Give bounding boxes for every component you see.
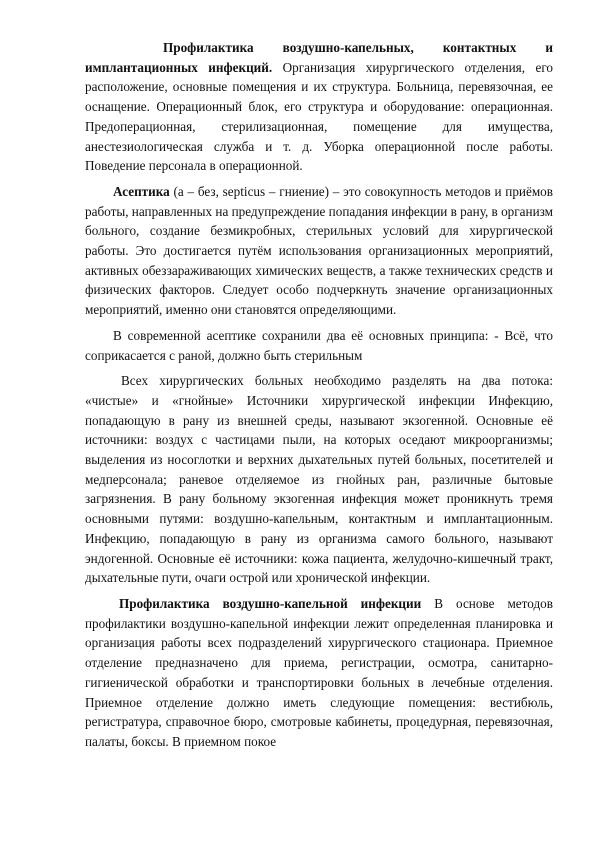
paragraph-heading: Профилактика воздушно-капельной инфекции xyxy=(119,595,422,611)
paragraph-heading: Профилактика воздушно-капельных, контактных и имплантационных инфекций. xyxy=(85,40,553,75)
paragraph-infection-sources xyxy=(85,371,553,588)
paragraph-text: (а – без, septicus – гниение) – это совокупность методов и приёмов работы, направленных на предупреждение попадания инфекции в рану, в организм больного, создание безмикробных, стерильных условий для хирургической работы. Это достигается путём использования организационных мероприятий, активных обеззараживающих химических веществ, а также технических средств и физических факторов. Следует особо подчеркнуть значение организационных мероприятий, именно они становятся определяющими. xyxy=(85,183,554,318)
paragraph-heading: Асептика xyxy=(113,183,170,199)
paragraph-prevention-intro xyxy=(85,38,553,176)
paragraph-airborne-prevention xyxy=(85,594,553,752)
paragraph-asepsis xyxy=(85,182,553,320)
paragraph-text: Всех хирургических больных необходимо разделять на два потока: «чистые» и «гнойные» Источники хирургической инфекции Инфекцию, попадающую в рану из внешней среды, называют экзогенной. Основные её источники: воздух с частицами пыли, на которых оседают микроорганизмы; выделения из носоглотки и верхних дыхательных путей больных, посетителей и медперсонала; раневое отделяемое из гнойных ран, различные бытовые загрязнения. В рану больному экзогенная инфекция может проникнуть тремя основными путями: воздушно-капельным, контактным и имплантационным. Инфекцию, попадающую в рану из организма самого больного, называют эндогенной. Основные её источники: кожа пациента, желудочно-кишечный тракт, дыхательные пути, очаги острой или хронической инфекции. xyxy=(85,373,553,586)
paragraph-text: В современной асептике сохранили два её основных принципа: - Всё, что соприкасается с раной, должно быть стерильным xyxy=(85,327,553,363)
paragraph-principles xyxy=(85,326,553,365)
document-page xyxy=(85,38,553,758)
paragraph-text: В основе методов профилактики воздушно-капельной инфекции лежит определенная планировка и организация работы всех подразделений хирургического стационара. Приемное отделение предназначено для приема, регистрации, осмотра, санитарно-гигиенической обработки и транспортировки больных в лечебные отделения. Приемное отделение должно иметь следующие помещения: вестибюль, регистратура, справочное бюро, смотровые кабинеты, процедурная, перевязочная, палаты, боксы. В приемном покое xyxy=(85,595,553,749)
paragraph-text: Организация хирургического отделения, его расположение, основные помещения и их структура. Больница, перевязочная, ее оснащение. Операционный блок, его структура и оборудование: операционная. Предоперационная, стерилизационная, помещение для имущества, анестезиологическая служба и т. д. Уборка операционной после работы. Поведение персонала в операционной. xyxy=(85,59,553,174)
